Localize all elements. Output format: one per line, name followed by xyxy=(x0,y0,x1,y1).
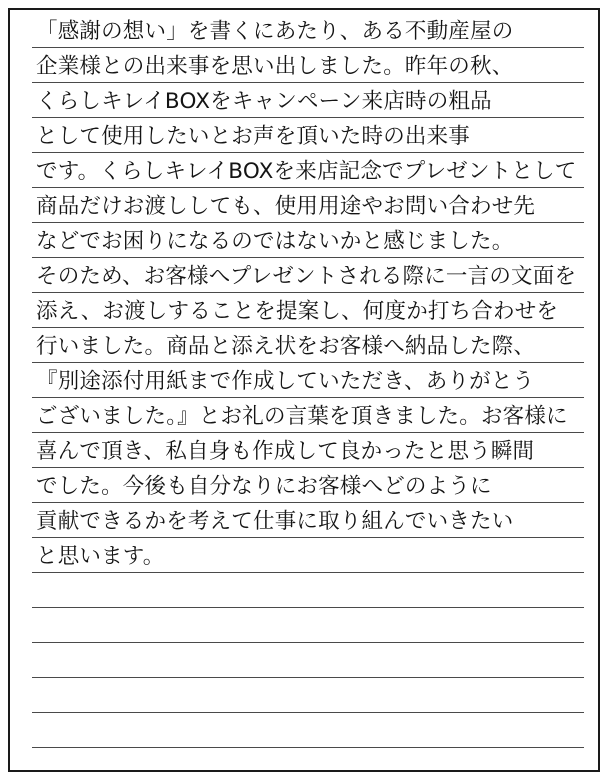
ruled-line xyxy=(32,398,584,433)
ruled-line xyxy=(32,223,584,258)
ruled-line xyxy=(32,468,584,503)
handwritten-text: などでお困りになるのではないかと感じました。 xyxy=(36,229,514,254)
handwritten-text: です。くらしキレイBOXを来店記念でプレゼントとして xyxy=(36,159,577,184)
ruled-line xyxy=(32,83,584,118)
ruled-line xyxy=(32,363,584,398)
ruled-line xyxy=(32,258,584,293)
ruled-lines xyxy=(32,10,584,770)
ruled-line xyxy=(32,573,584,608)
writing-sheet xyxy=(8,8,600,772)
handwritten-text: そのため、お客様へプレゼントされる際に一言の文面を xyxy=(36,264,577,289)
ruled-line xyxy=(32,713,584,748)
handwritten-text: 添え、お渡しすることを提案し、何度か打ち合わせを xyxy=(36,299,559,324)
ruled-line xyxy=(32,538,584,573)
ruled-line xyxy=(32,328,584,363)
handwritten-text: 商品だけお渡ししても、使用用途やお問い合わせ先 xyxy=(36,194,536,219)
ruled-line xyxy=(32,608,584,643)
ruled-line xyxy=(32,293,584,328)
handwritten-text: として使用したいとお声を頂いた時の出来事 xyxy=(36,124,471,149)
ruled-line xyxy=(32,188,584,223)
handwritten-text: 喜んで頂き、私自身も作成して良かったと思う瞬間 xyxy=(36,439,535,464)
ruled-line xyxy=(32,48,584,83)
ruled-line xyxy=(32,13,584,48)
ruled-line xyxy=(32,433,584,468)
handwritten-text: ございました。』とお礼の言葉を頂きました。お客様に xyxy=(36,404,568,429)
handwritten-text: 行いました。商品と添え状をお客様へ納品した際、 xyxy=(36,334,536,359)
ruled-line xyxy=(32,118,584,153)
ruled-line xyxy=(32,643,584,678)
ruled-line xyxy=(32,503,584,538)
handwritten-text: 貢献できるかを考えて仕事に取り組んでいきたい xyxy=(36,509,514,534)
handwritten-text: と思います。 xyxy=(36,544,165,569)
handwritten-text: 『別途添付用紙まで作成していただき、ありがとう xyxy=(36,369,535,394)
ruled-line xyxy=(32,153,584,188)
handwritten-text: 「感謝の想い」を書くにあたり、ある不動産屋の xyxy=(36,19,514,44)
ruled-line xyxy=(32,678,584,713)
handwritten-text: でした。今後も自分なりにお客様へどのように xyxy=(36,474,492,499)
handwritten-text: くらしキレイBOXをキャンペーン来店時の粗品 xyxy=(36,89,492,114)
handwritten-text: 企業様との出来事を思い出しました。昨年の秋、 xyxy=(36,54,514,79)
